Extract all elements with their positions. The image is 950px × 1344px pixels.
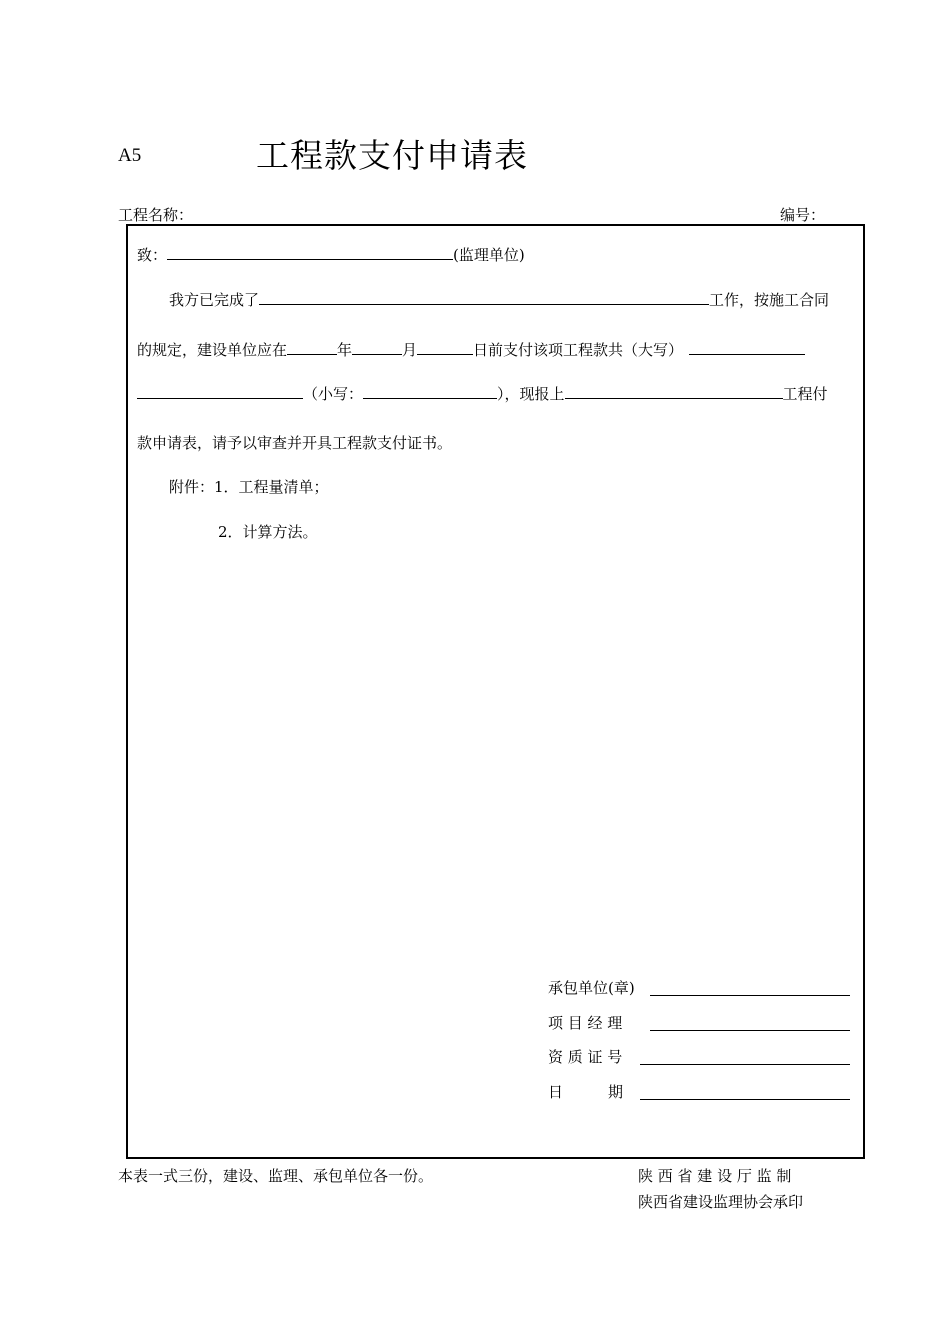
contract-label: 工作，按施工合同	[709, 291, 830, 309]
amount-lowercase-label: （小写：	[303, 385, 364, 403]
manager-row	[548, 1012, 622, 1033]
date-row	[548, 1081, 623, 1102]
footer-issuer: 陕 西 省 建 设 厅 监 制	[638, 1167, 792, 1185]
completed-label: 我方已完成了	[169, 291, 260, 309]
month-label: 月	[402, 341, 418, 359]
qualification-label: 资 质 证 号	[548, 1048, 623, 1066]
manager-label: 项 目 经 理	[548, 1014, 623, 1032]
day-field[interactable]	[417, 338, 473, 355]
form-code: A5	[118, 145, 142, 166]
footer-note: 本表一式三份，建设、监理、承包单位各一份。	[118, 1167, 434, 1185]
contractor-field[interactable]	[650, 979, 850, 996]
reported-item-field[interactable]	[565, 382, 783, 399]
owner-pay-label: 的规定，建设单位应在	[137, 341, 288, 359]
year-field[interactable]	[287, 338, 337, 355]
supervisor-unit-label: (监理单位)	[453, 246, 525, 264]
footer-printer: 陕西省建设监理协会承印	[638, 1193, 804, 1211]
paragraph-line-4: 款申请表，请予以审查并开具工程款支付证书。	[137, 434, 453, 452]
manager-field[interactable]	[650, 1014, 850, 1031]
amount-uppercase-field-cont[interactable]	[137, 382, 303, 399]
form-box	[126, 224, 865, 1159]
report-label: ），现报上	[497, 385, 565, 403]
payment-label: 工程付	[782, 385, 828, 403]
qualification-row	[548, 1046, 622, 1067]
qualification-field[interactable]	[640, 1048, 850, 1065]
form-title: 工程款支付申请表	[256, 136, 528, 175]
amount-uppercase-field[interactable]	[689, 338, 805, 355]
paragraph-line-2	[137, 338, 805, 360]
attachment-1: 附件：1．工程量清单；	[169, 478, 329, 496]
date-field[interactable]	[640, 1083, 850, 1100]
to-label: 致：	[137, 246, 168, 264]
contractor-label: 承包单位(章)	[548, 979, 635, 997]
amount-lowercase-field[interactable]	[363, 382, 497, 399]
date-label: 日 期	[548, 1083, 624, 1101]
month-field[interactable]	[352, 338, 402, 355]
contractor-row	[548, 977, 635, 998]
paragraph-line-1	[169, 288, 829, 310]
work-description-field[interactable]	[259, 288, 709, 305]
year-label: 年	[337, 341, 353, 359]
number-label: 编号：	[780, 206, 826, 224]
project-name-label: 工程名称：	[118, 206, 194, 224]
amount-uppercase-label: 日前支付该项工程款共（大写）	[473, 341, 684, 359]
supervisor-unit-field[interactable]	[167, 243, 453, 260]
addressee-line	[137, 243, 525, 265]
attachment-2: 2．计算方法。	[218, 523, 318, 541]
paragraph-line-3	[137, 382, 828, 404]
